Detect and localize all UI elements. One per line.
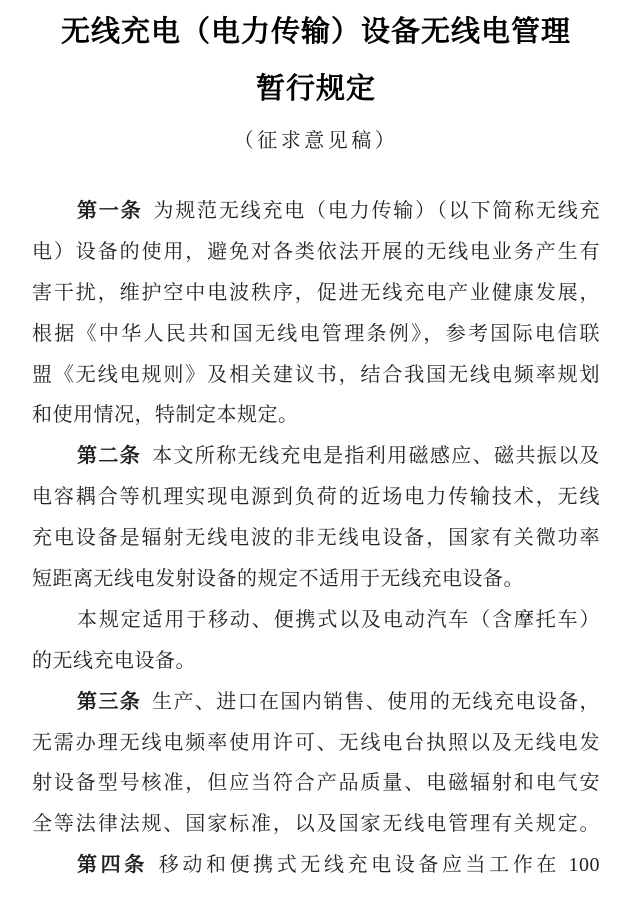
document-title-line-2: 暂行规定	[255, 73, 376, 105]
text-line: 第二条 本文所称无线充电是指利用磁感应、磁共振以及	[77, 445, 601, 468]
text-line: 本规定适用于移动、便携式以及电动汽车（含摩托车）	[77, 608, 600, 631]
text-line: 第一条 为规范无线充电（电力传输）（以下简称无线充	[77, 200, 601, 222]
text-line: 根据《中华人民共和国无线电管理条例》，参考国际电信联	[32, 322, 600, 345]
text-line: 射设备型号核准，但应当符合产品质量、电磁辐射和电气安	[32, 772, 600, 795]
document-title-line-1: 无线充电（电力传输）设备无线电管理	[60, 16, 571, 48]
text-line: 盟《无线电规则》及相关建议书，结合我国无线电频率规划	[32, 363, 600, 386]
text-line: 害干扰，维护空中电波秩序，促进无线充电产业健康发展，	[32, 281, 600, 304]
text-line: 全等法律法规、国家标准，以及国家无线电管理有关规定。	[32, 813, 600, 836]
text-line: 充电设备是辐射无线电波的非无线电设备，国家有关微功率	[32, 527, 600, 550]
text-line: 电）设备的使用，避免对各类依法开展的无线电业务产生有	[32, 240, 600, 263]
article-label: 第一条	[77, 200, 143, 222]
text-line: 电容耦合等机理实现电源到负荷的近场电力传输技术，无线	[32, 486, 600, 509]
text-line: 和使用情况，特制定本规定。	[32, 404, 299, 427]
text-line: 无需办理无线电频率使用许可、无线电台执照以及无线电发	[32, 731, 600, 754]
text-line: 第四条 移动和便携式无线充电设备应当工作在 100	[77, 854, 601, 877]
article-label: 第四条	[77, 854, 148, 877]
text-line: 的无线充电设备。	[32, 649, 196, 672]
text-line: 短距离无线电发射设备的规定不适用于无线充电设备。	[32, 568, 524, 591]
document-body	[32, 191, 600, 886]
article-label: 第三条	[77, 690, 142, 713]
document-subtitle: （征求意见稿）	[233, 130, 399, 152]
article-label: 第二条	[77, 445, 142, 468]
text-line: 第三条 生产、进口在国内销售、使用的无线充电设备，	[77, 690, 601, 713]
